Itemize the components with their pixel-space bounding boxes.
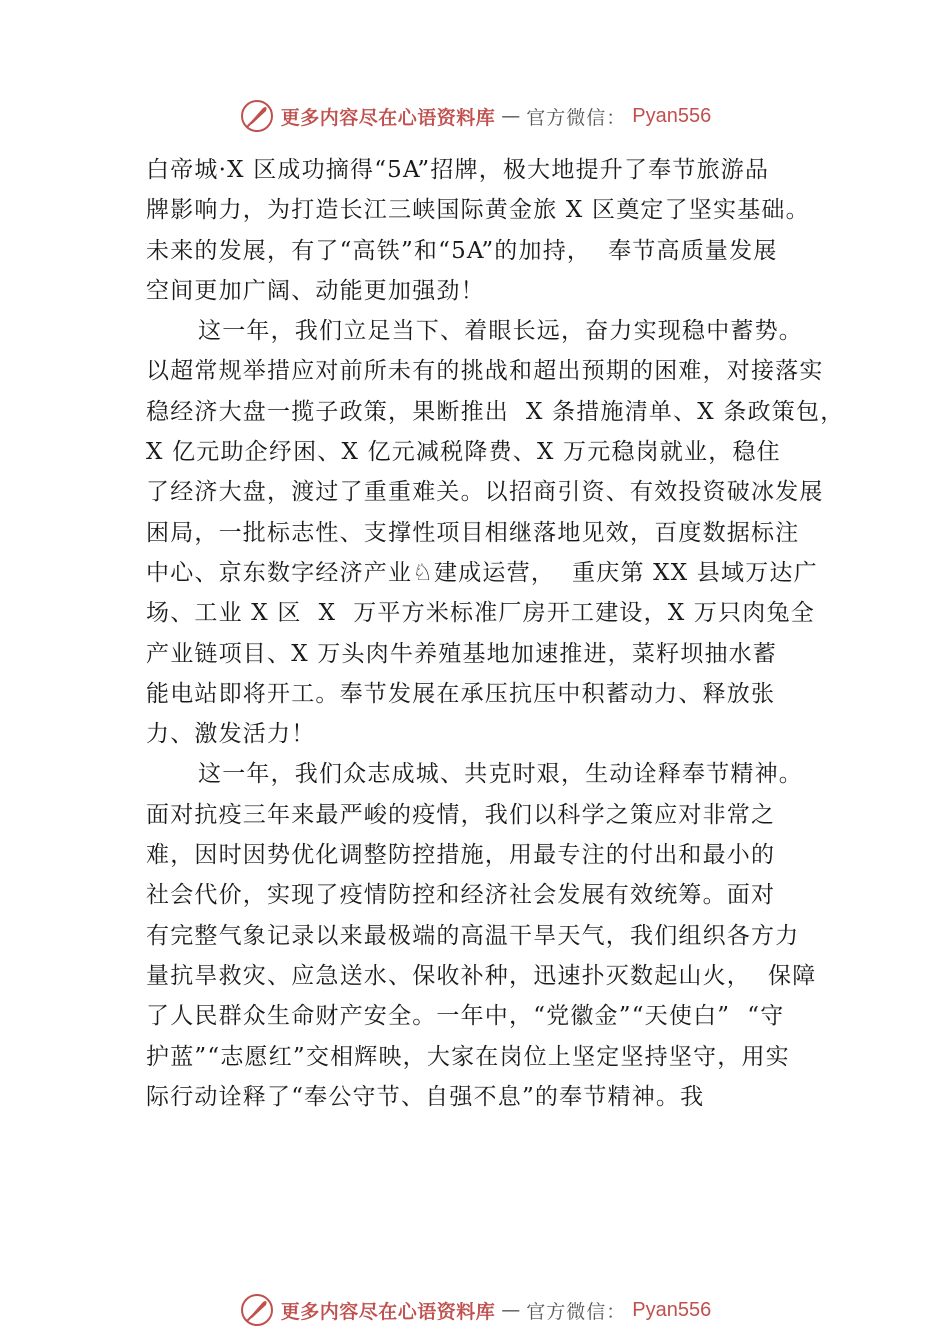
text-line: 以超常规举措应对前所未有的挑战和超出预期的困难，对接落实 (146, 358, 824, 385)
text-line: 场、工业 X 区 X 万平方米标准厂房开工建设，X 万只肉兔全 (146, 600, 815, 627)
watermark-brand: 更多内容尽在心语资料库 (280, 1300, 496, 1323)
watermark-official-label: 官方微信： (526, 106, 627, 129)
watermark-official-label: 官方微信： (526, 1300, 627, 1323)
paragraph-start-line: 这一年，我们众志成城、共克时艰，生动诠释奉节精神。 (198, 761, 803, 788)
text-line: 难，因时因势优化调整防控措施，用最专注的付出和最小的 (146, 842, 776, 869)
text-line: 白帝城·X 区成功摘得“5A”招牌，极大地提升了奉节旅游品 (146, 157, 770, 183)
text-line: 有完整气象记录以来最极端的高温干旱天气，我们组织各方力 (146, 922, 800, 949)
text-line: 产业链项目、X 万头肉牛养殖基地加速推进，菜籽坝抽水蓄 (146, 640, 778, 667)
text-line: 护蓝”“志愿红”交相辉映，大家在岗位上坚定坚持坚守，用实 (146, 1043, 790, 1070)
text-line: 牌影响力，为打造长江三峡国际黄金旅 X 区奠定了坚实基础。 (146, 197, 810, 224)
text-line: 社会代价，实现了疫情防控和经济社会发展有效统筹。面对 (146, 882, 776, 909)
text-line: 力、激发活力！ (146, 721, 316, 748)
text-line: 能电站即将开工。奉节发展在承压抗压中积蓄动力、释放张 (146, 680, 776, 707)
text-line: X 亿元助企纾困、X 亿元减税降费、X 万元稳岗就业，稳住 (146, 439, 781, 466)
text-line: 了人民群众生命财产安全。一年中，“党徽金”“天使白” “守 (146, 1003, 785, 1030)
watermark-dash: — (501, 105, 521, 127)
text-line: 稳经济大盘一揽子政策，果断推出 X 条措施清单、X 条政策包， (146, 398, 845, 425)
text-line: 未来的发展，有了“高铁”和“5A”的加持， 奉节高质量发展 (146, 237, 778, 264)
text-line: 际行动诠释了“奉公守节、自强不息”的奉节精神。我 (146, 1083, 705, 1110)
quill-logo-icon (239, 1292, 275, 1328)
paragraph-start-line: 这一年，我们立足当下、着眼长远，奋力实现稳中蓄势。 (198, 318, 803, 345)
header-watermark (0, 96, 950, 136)
watermark-wechat-id: Pyan556 (632, 104, 712, 127)
text-line: 了经济大盘，渡过了重重难关。以招商引资、有效投资破冰发展 (146, 479, 824, 506)
watermark-wechat-id: Pyan556 (632, 1298, 712, 1321)
footer-watermark (0, 1290, 950, 1330)
text-line: 面对抗疫三年来最严峻的疫情，我们以科学之策应对非常之 (146, 801, 776, 828)
watermark-brand: 更多内容尽在心语资料库 (280, 106, 496, 129)
quill-logo-icon (239, 98, 275, 134)
text-line: 中心、京东数字经济产业♘建成运营， 重庆第 XX 县域万达广 (146, 559, 818, 586)
document-body (146, 150, 845, 1117)
text-line: 困局，一批标志性、支撑性项目相继落地见效，百度数据标注 (146, 519, 800, 546)
watermark-dash: — (501, 1299, 521, 1321)
text-line: 空间更加广阔、动能更加强劲！ (146, 277, 485, 304)
text-line: 量抗旱救灾、应急送水、保收补种，迅速扑灭数起山火， 保障 (146, 962, 817, 989)
